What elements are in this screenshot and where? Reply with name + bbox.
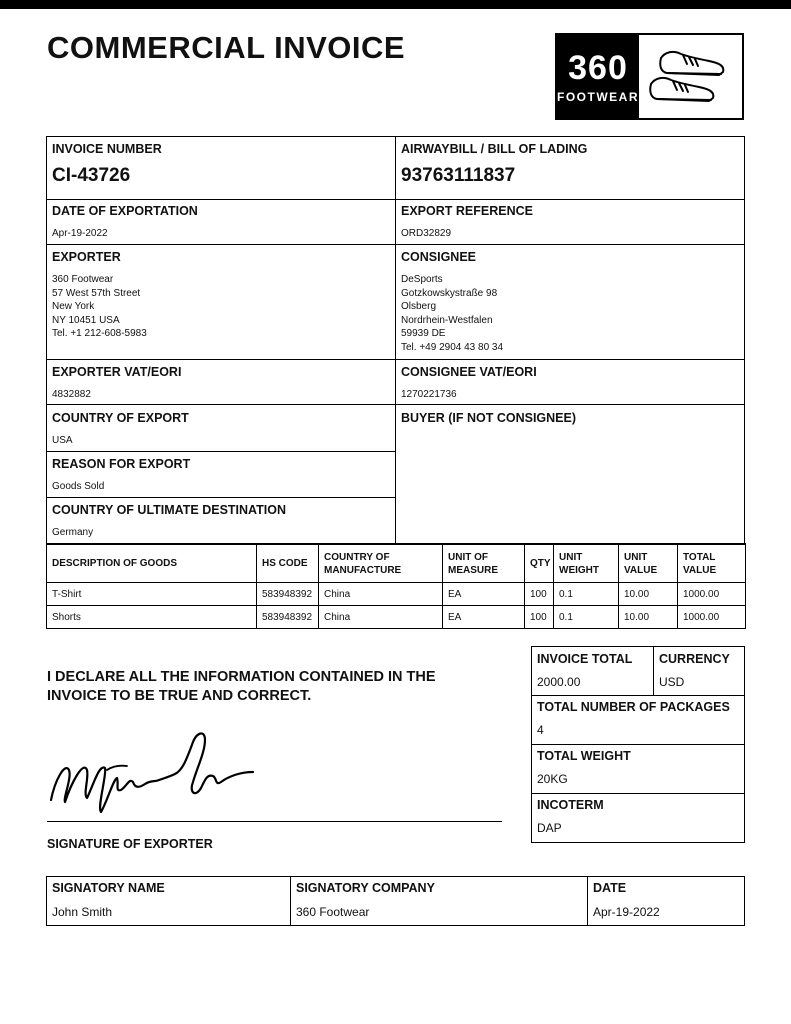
reason-for-export-label: REASON FOR EXPORT	[52, 457, 191, 471]
cell-qty: 100	[525, 606, 554, 629]
sneaker-icon	[639, 35, 742, 118]
signatory-date-label: DATE	[593, 881, 627, 895]
total-weight-value: 20KG	[537, 772, 568, 786]
logo-word: FOOTWEAR	[557, 89, 639, 104]
ultimate-destination-label: COUNTRY OF ULTIMATE DESTINATION	[52, 503, 287, 517]
company-logo	[555, 33, 744, 120]
signature-line	[47, 821, 502, 822]
total-weight-label: TOTAL WEIGHT	[537, 749, 631, 763]
airwaybill-value: 93763111837	[401, 165, 516, 186]
divider	[587, 876, 588, 926]
col-description: DESCRIPTION OF GOODS	[47, 544, 257, 583]
export-reference-value: ORD32829	[401, 228, 452, 239]
divider	[46, 451, 396, 452]
divider	[531, 695, 745, 696]
packages-value: 4	[537, 723, 544, 737]
divider	[395, 136, 396, 544]
cell-country: China	[319, 606, 443, 629]
divider	[531, 793, 745, 794]
country-of-export-value: USA	[52, 435, 73, 446]
col-unit-weight: UNIT WEIGHT	[554, 544, 619, 583]
signature-label: SIGNATURE OF EXPORTER	[47, 837, 213, 851]
goods-header-row	[47, 544, 746, 583]
cell-hs-code: 583948392	[257, 606, 319, 629]
signature-image	[47, 728, 257, 823]
cell-unit-value: 10.00	[619, 606, 678, 629]
currency-value: USD	[659, 675, 685, 689]
page-title: COMMERCIAL INVOICE	[47, 30, 406, 65]
cell-total-value: 1000.00	[678, 583, 746, 606]
export-reference-label: EXPORT REFERENCE	[401, 204, 533, 218]
divider	[531, 744, 745, 745]
exporter-label: EXPORTER	[52, 250, 121, 264]
divider	[46, 404, 745, 405]
incoterm-value: DAP	[537, 821, 562, 835]
invoice-number-label: INVOICE NUMBER	[52, 142, 162, 156]
col-unit-value: UNIT VALUE	[619, 544, 678, 583]
divider	[46, 497, 396, 498]
cell-uom: EA	[443, 583, 525, 606]
cell-qty: 100	[525, 583, 554, 606]
signatory-company-label: SIGNATORY COMPANY	[296, 881, 435, 895]
col-total-value: TOTAL VALUE	[678, 544, 746, 583]
date-of-exportation-value: Apr-19-2022	[52, 228, 108, 239]
currency-label: CURRENCY	[659, 652, 730, 666]
incoterm-label: INCOTERM	[537, 798, 604, 812]
divider	[46, 199, 745, 200]
cell-uom: EA	[443, 606, 525, 629]
signatory-date-value: Apr-19-2022	[593, 905, 660, 919]
consignee-vat-label: CONSIGNEE VAT/EORI	[401, 365, 537, 379]
declaration-text: I DECLARE ALL THE INFORMATION CONTAINED IN THE INVOICE TO BE TRUE AND CORRECT.	[47, 669, 436, 704]
ultimate-destination-value: Germany	[52, 527, 94, 538]
date-of-exportation-label: DATE OF EXPORTATION	[52, 204, 198, 218]
exporter-vat-label: EXPORTER VAT/EORI	[52, 365, 182, 379]
consignee-label: CONSIGNEE	[401, 250, 477, 264]
cell-unit-weight: 0.1	[554, 606, 619, 629]
col-uom: UNIT OF MEASURE	[443, 544, 525, 583]
cell-country: China	[319, 583, 443, 606]
reason-for-export-value: Goods Sold	[52, 481, 105, 492]
col-qty: QTY	[525, 544, 554, 583]
cell-unit-value: 10.00	[619, 583, 678, 606]
signatory-name-label: SIGNATORY NAME	[52, 881, 165, 895]
cell-unit-weight: 0.1	[554, 583, 619, 606]
signatory-name-value: John Smith	[52, 905, 113, 919]
cell-hs-code: 583948392	[257, 583, 319, 606]
divider	[653, 646, 654, 695]
table-row	[47, 606, 746, 629]
col-country: COUNTRY OF MANUFACTURE	[319, 544, 443, 583]
packages-label: TOTAL NUMBER OF PACKAGES	[537, 700, 730, 714]
col-hs-code: HS CODE	[257, 544, 319, 583]
divider	[46, 244, 745, 245]
cell-description: T-Shirt	[47, 583, 257, 606]
country-of-export-label: COUNTRY OF EXPORT	[52, 411, 189, 425]
top-bar	[0, 0, 791, 9]
exporter-vat-value: 4832882	[52, 389, 91, 400]
divider	[46, 359, 745, 360]
logo-number: 360	[568, 48, 628, 87]
invoice-total-value: 2000.00	[537, 675, 581, 689]
buyer-label: BUYER (IF NOT CONSIGNEE)	[401, 411, 577, 425]
divider	[290, 876, 291, 926]
cell-total-value: 1000.00	[678, 606, 746, 629]
signatory-company-value: 360 Footwear	[296, 905, 370, 919]
airwaybill-label: AIRWAYBILL / BILL OF LADING	[401, 142, 588, 156]
invoice-total-label: INVOICE TOTAL	[537, 652, 633, 666]
logo-wordmark	[557, 35, 639, 118]
cell-description: Shorts	[47, 606, 257, 629]
exporter-address: 360 Footwear 57 West 57th Street New York NY 10451 USA Tel. +1 212-608-5983	[52, 274, 147, 340]
consignee-address: DeSports Gotzkowskystraße 98 Olsberg Nordrhein-Westfalen 59939 DE Tel. +49 2904 43 80 34	[401, 274, 504, 353]
goods-table	[46, 543, 746, 629]
consignee-vat-value: 1270221736	[401, 389, 457, 400]
table-row	[47, 583, 746, 606]
invoice-number-value: CI-43726	[52, 165, 131, 186]
